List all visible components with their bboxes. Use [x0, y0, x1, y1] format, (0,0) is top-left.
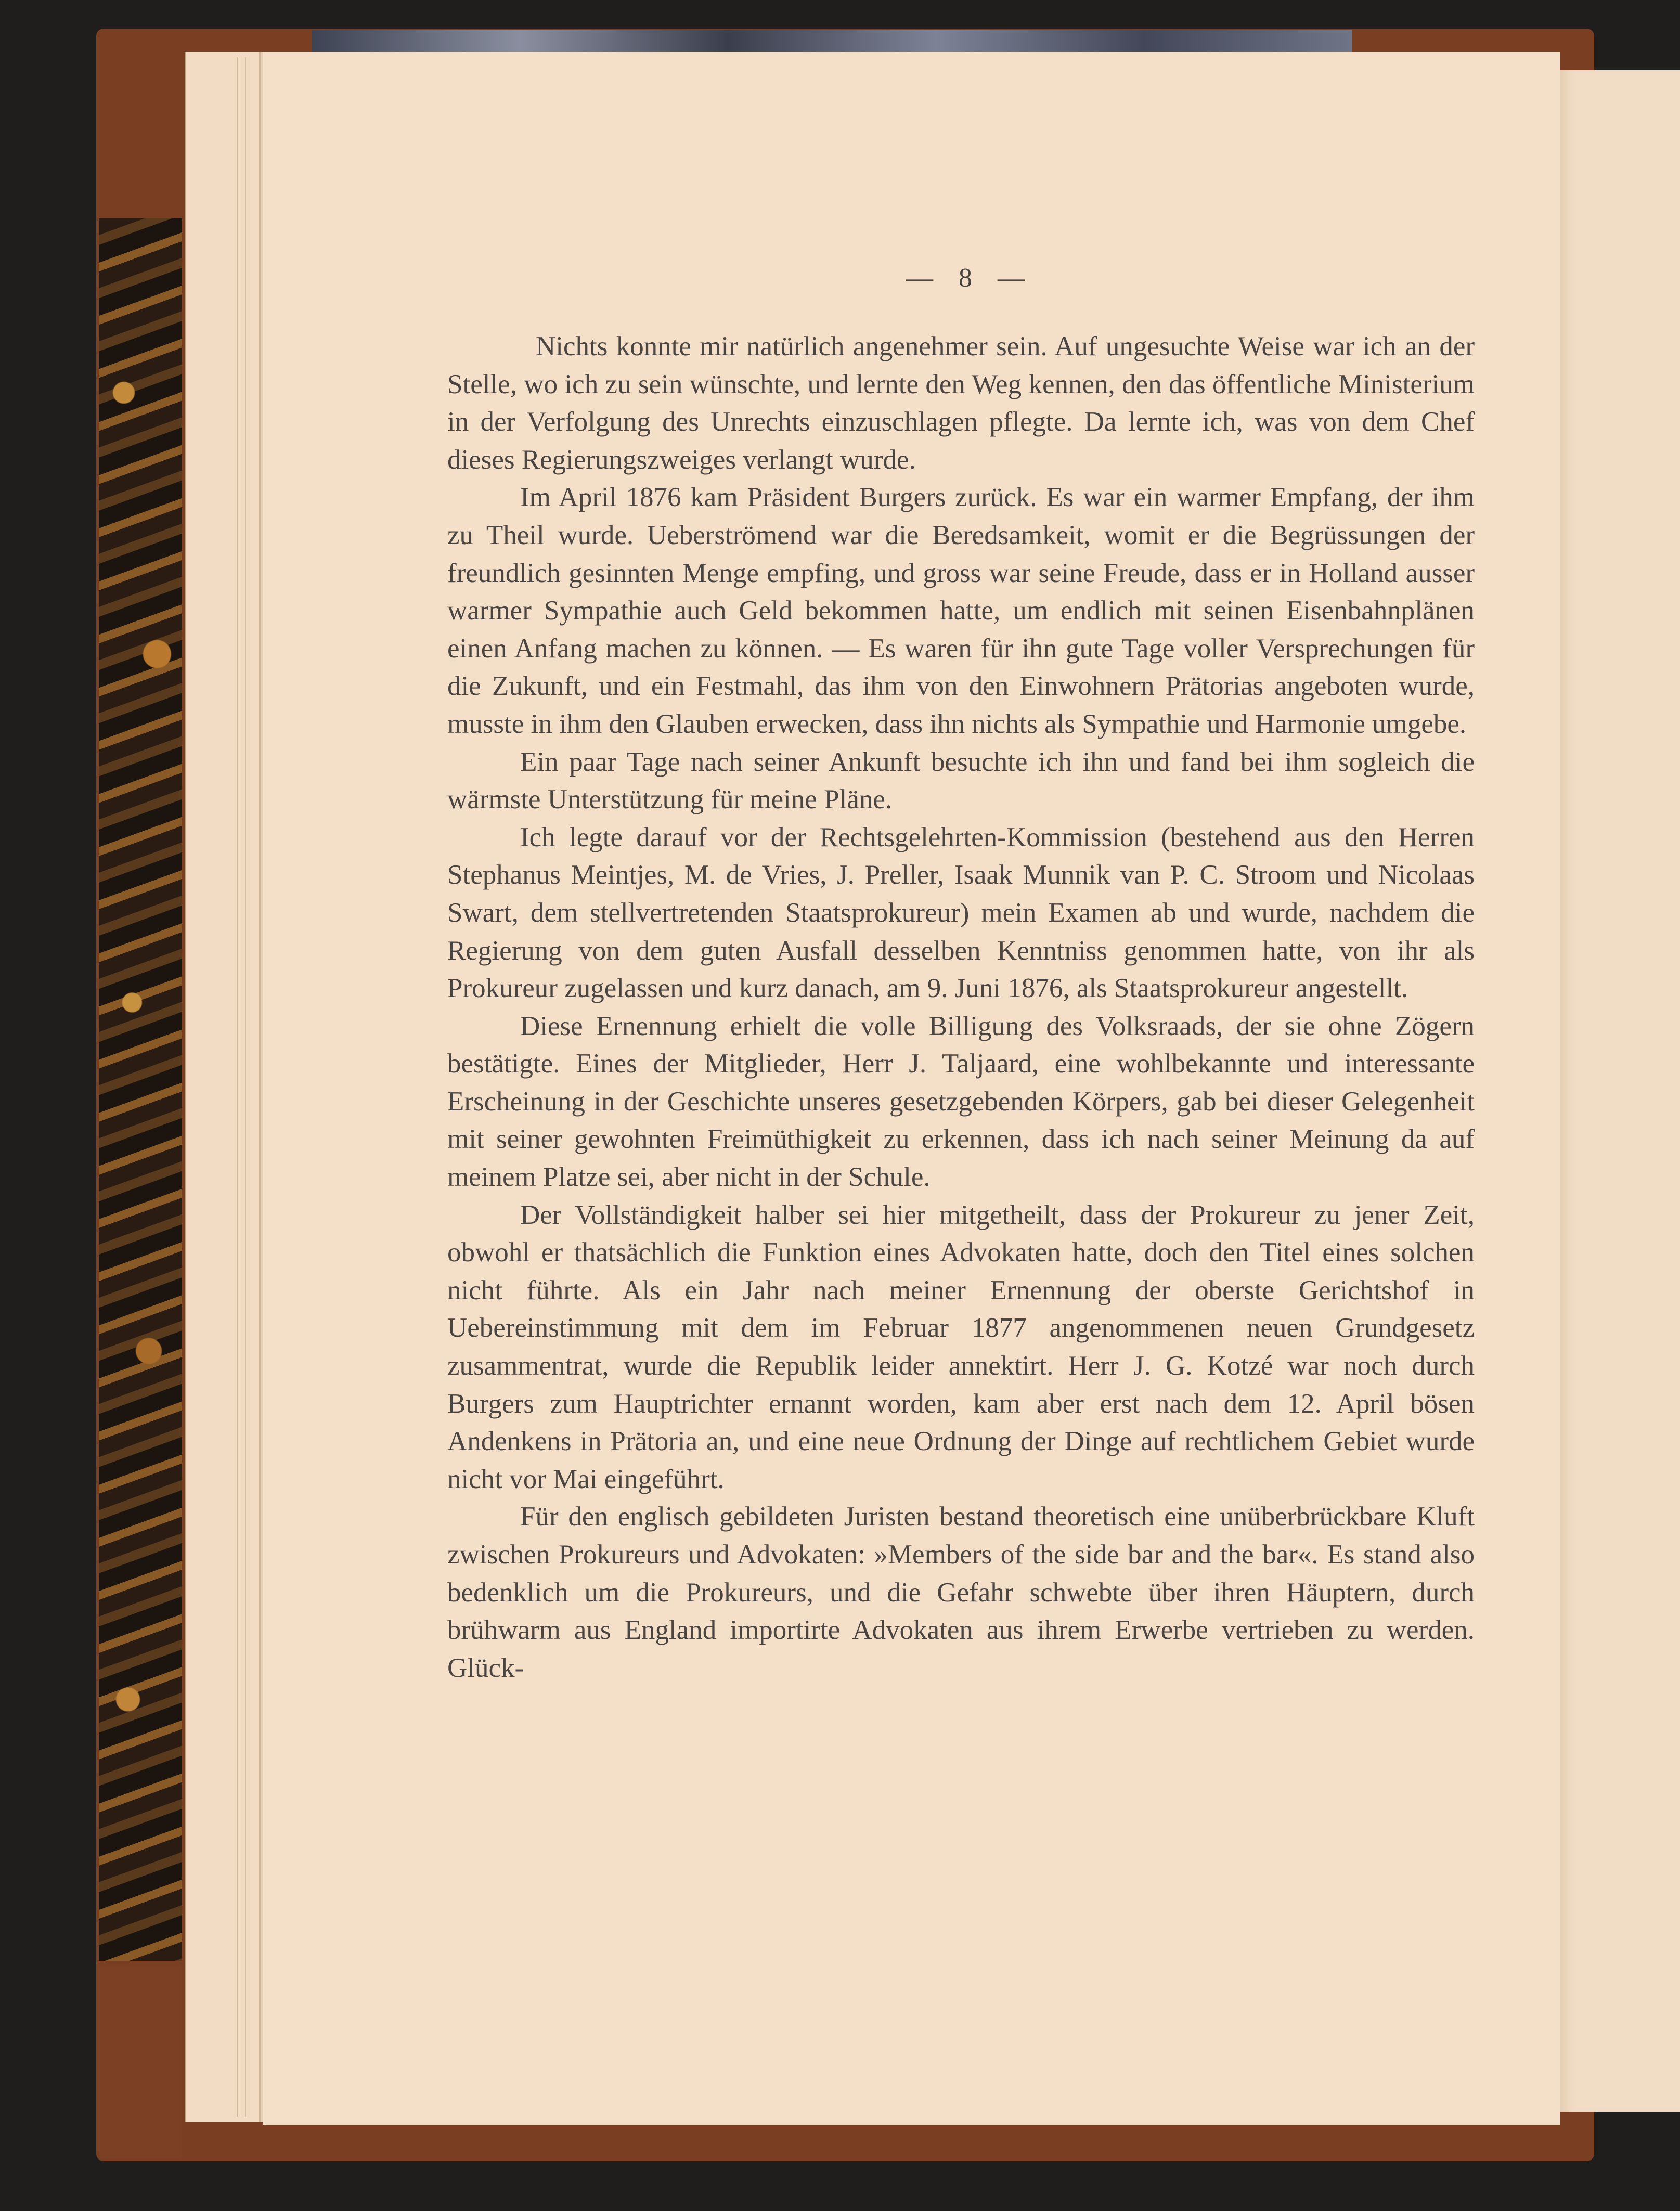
paragraph: Nichts konnte mir natürlich angenehmer sein. Auf ungesuchte Weise war ich an der Stelle, wo ich zu sein wünschte, und lernte den Weg kennen, den das öffentliche Ministerium in der Verfolgung des Unrechts einzuschlagen pflegte. Da lernte ich, was von dem Chef dieses Regierungszweiges verlangt wurde.: [447, 331, 1475, 475]
body-text: [447, 328, 1475, 1687]
page-stack-edge: [185, 52, 264, 2122]
paragraph: Für den englisch gebildeten Juristen bestand theoretisch eine unüberbrückbare Kluft zwischen Prokureurs und Advokaten: »Members of the side bar and the bar«. Es stand also bedenklich um die Prokureurs, und die Gefahr schwebte über ihren Häuptern, durch brühwarm aus England importirte Advokaten aus ihrem Erwerbe vertrieben zu werden. Glück-: [447, 1502, 1475, 1683]
paragraph: Diese Ernennung erhielt die volle Billigung des Volksraads, der sie ohne Zögern bestätigte. Eines der Mitglieder, Herr J. Taljaard, eine wohlbekannte und interessante Erscheinung in der Geschichte unseres gesetzgebenden Körpers, gab bei dieser Gelegenheit mit seiner gewohnten Freimüthigkeit zu erkennen, dass ich nach seiner Meinung da auf meinem Platze sei, aber nicht in der Schule.: [447, 1011, 1475, 1193]
marbled-spine: [99, 218, 182, 1961]
next-page-edge: [1560, 70, 1680, 2112]
paragraph: Der Vollständigkeit halber sei hier mitgetheilt, dass der Prokureur zu jener Zeit, obwohl er thatsächlich die Funktion eines Advokaten hatte, doch den Titel eines solchen nicht führte. Als ein Jahr nach meiner Ernennung der oberste Gerichtshof in Uebereinstimmung mit dem im Februar 1877 angenommenen neuen Grundgesetz zusammentrat, wurde die Republik leider annektirt. Herr J. G. Kotzé war noch durch Burgers zum Hauptrichter ernannt worden, kam aber erst nach dem 12. April bösen Andenkens in Prätoria an, und eine neue Ordnung der Dinge auf rechtlichem Gebiet wurde nicht vor Mai eingeführt.: [447, 1199, 1475, 1494]
paragraph: Ein paar Tage nach seiner Ankunft besuchte ich ihn und fand bei ihm sogleich die wärmste Unterstützung für meine Pläne.: [447, 746, 1475, 815]
paragraph: Ich legte darauf vor der Rechtsgelehrten-Kommission (bestehend aus den Herren Stephanus Meintjes, M. de Vries, J. Preller, Isaak Munnik van P. C. Stroom und Nicolaas Swart, dem stellvertretenden Staatsprokureur) mein Examen ab und wurde, nachdem die Regierung von dem guten Ausfall desselben Kenntniss genommen hatte, von ihr als Prokureur zugelassen und kurz danach, am 9. Juni 1876, als Staatsprokureur angestellt.: [447, 822, 1475, 1004]
page-number: — 8 —: [906, 263, 1034, 293]
cover-marbled-top-edge: [312, 30, 1352, 52]
page-gutter-lines: [237, 57, 246, 2117]
cover-leather-corner: [99, 1966, 182, 2158]
paragraph: Im April 1876 kam Präsident Burgers zurück. Es war ein warmer Empfang, der ihm zu Theil wurde. Ueberströmend war die Beredsamkeit, womit er die Begrüssungen der freundlich gesinnten Menge empfing, und gross war seine Freude, dass er in Holland ausser warmer Sympathie auch Geld bekommen hatte, um endlich mit seinen Eisenbahnplänen einen Anfang machen zu können. — Es waren für ihn gute Tage voller Versprechungen für die Zukunft, und ein Festmahl, das ihm von den Einwohnern Prätorias angeboten wurde, musste in ihm den Glauben erwecken, dass ihn nichts als Sympathie und Harmonie umgebe.: [447, 482, 1475, 739]
